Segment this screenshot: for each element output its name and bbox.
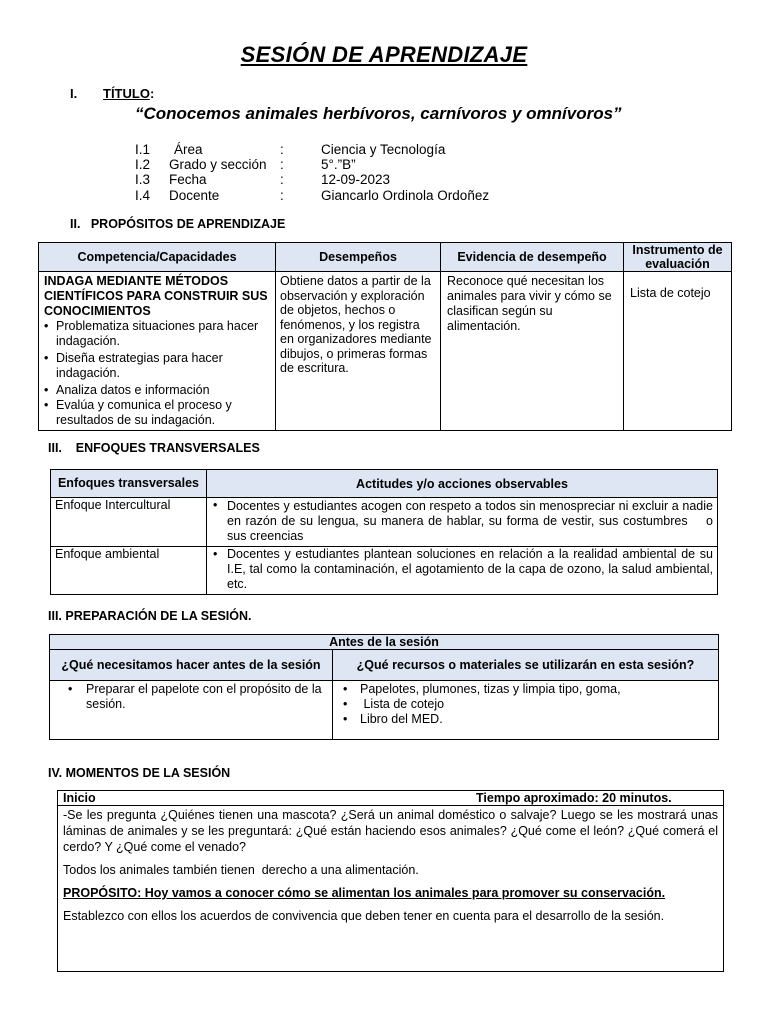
accion-text: • Docentes y estudiantes plantean soluciones en relación a la realidad ambiental de su I.E, tal como la contaminación, el agotamiento de la capa de ozono, la salud ambiental, etc.	[207, 547, 717, 594]
info-label-3: Fecha	[169, 172, 207, 187]
info-num-2: I.2	[135, 157, 151, 172]
recurso-item: • Lista de cotejo	[343, 697, 714, 712]
header-enfoques: Enfoques transversales	[51, 470, 207, 498]
header-instrumento: Instrumento de evaluación	[624, 243, 732, 272]
evidencia-text: Reconoce qué necesitan los animales para vivir y cómo se clasifican según su alimentación.	[447, 274, 612, 333]
info-sep-3: :	[280, 172, 284, 187]
info-num-1: I.1	[135, 142, 151, 157]
section-1-number: I.	[70, 86, 78, 101]
recursos-cell	[333, 681, 719, 740]
competencia-cell	[39, 272, 276, 431]
enfoque-name: Enfoque Intercultural	[55, 498, 171, 512]
inicio-header	[58, 791, 723, 806]
accion-cell	[207, 498, 718, 547]
competencia-title: INDAGA MEDIANTE MÉTODOS CIENTÍFICOS PARA CONSTRUIR SUS CONOCIMIENTOS	[44, 274, 268, 318]
desempeno-text: Obtiene datos a partir de la observación y exploración de objetos, hechos o fenómenos, y los registra en organizadores mediante dibujos, o primeras formas de escritura.	[280, 274, 432, 375]
info-value-3: 12-09-2023	[321, 172, 391, 187]
header-que-hacer: ¿Qué necesitamos hacer antes de la sesión	[50, 650, 333, 681]
enfoque-name: Enfoque ambiental	[55, 547, 160, 561]
inicio-paragraph-2: Todos los animales también tienen derecho a una alimentación.	[63, 863, 419, 877]
header-evidencia: Evidencia de desempeño	[441, 243, 624, 272]
tiempo-label: Tiempo aproximado: 20 minutos.	[476, 791, 672, 805]
enfoques-table	[50, 469, 718, 595]
info-sep-1: :	[280, 142, 284, 157]
capacidad-item: • Diseña estrategias para hacer indagación.	[44, 351, 271, 381]
info-sep-4: :	[280, 188, 284, 203]
section-2-heading: II. PROPÓSITOS DE APRENDIZAJE	[70, 217, 286, 231]
page-title: SESIÓN DE APRENDIZAJE	[240, 42, 528, 67]
header-actitudes: Actitudes y/o acciones observables	[207, 470, 718, 498]
section-4-heading: III. PREPARACIÓN DE LA SESIÓN.	[48, 609, 252, 623]
info-value-1: Ciencia y Tecnología	[321, 142, 446, 157]
header-desempenos: Desempeños	[276, 243, 441, 272]
instrumento-text: Lista de cotejo	[630, 286, 711, 300]
info-num-4: I.4	[135, 188, 151, 203]
instrumento-cell	[624, 272, 732, 431]
info-label-1: Área	[174, 142, 203, 157]
info-sep-2: :	[280, 157, 284, 172]
propositos-table	[38, 242, 732, 431]
enfoque-cell	[51, 498, 207, 547]
header-antes: Antes de la sesión	[50, 635, 719, 650]
info-label-2: Grado y sección	[169, 157, 267, 172]
section-1-heading	[103, 86, 154, 101]
info-num-3: I.3	[135, 172, 151, 187]
antes-cell	[50, 681, 333, 740]
inicio-label: Inicio	[63, 791, 96, 805]
inicio-paragraph-1: -Se les pregunta ¿Quiénes tienen una mascota? ¿Será un animal doméstico o salvaje? Luego se les mostrará unas láminas de animales y se les preguntará: ¿Qué están haciendo esos animales? ¿Qué come el león? ¿Qué comerá el cerdo? Y ¿Qué come el venado?	[63, 808, 718, 854]
antes-item: • Preparar el papelote con el propósito de la sesión.	[68, 682, 328, 712]
capacidad-item: • Evalúa y comunica el proceso y resultados de su indagación.	[44, 398, 271, 428]
session-subtitle: “Conocemos animales herbívoros, carnívoros y omnívoros”	[135, 104, 622, 123]
header-recursos: ¿Qué recursos o materiales se utilizarán en esta sesión?	[333, 650, 719, 681]
info-value-4: Giancarlo Ordinola Ordoñez	[321, 188, 490, 203]
capacidad-item: • Analiza datos e información	[44, 383, 271, 398]
preparacion-table	[49, 634, 719, 740]
evidencia-cell	[441, 272, 624, 431]
recurso-item: • Papelotes, plumones, tizas y limpia tipo, goma,	[343, 682, 714, 697]
info-value-2: 5°.”B”	[321, 157, 356, 172]
section-1-label: TÍTULO	[103, 86, 150, 101]
accion-text: • Docentes y estudiantes acogen con respeto a todos sin menospreciar ni excluir a nadie en razón de su lengua, su manera de hablar, su forma de vestir, sus costumbres o sus creencias	[207, 498, 717, 546]
header-competencia: Competencia/Capacidades	[39, 243, 276, 272]
proposito-text: PROPÓSITO: Hoy vamos a conocer cómo se alimentan los animales para promover su conservación.	[63, 886, 666, 900]
section-5-heading: IV. MOMENTOS DE LA SESIÓN	[48, 766, 231, 780]
accion-cell	[207, 547, 718, 595]
section-1-colon: :	[149, 86, 155, 101]
capacidad-item: • Problematiza situaciones para hacer indagación.	[44, 319, 271, 349]
enfoque-cell	[51, 547, 207, 595]
desempeno-cell	[276, 272, 441, 431]
info-label-4: Docente	[169, 188, 220, 203]
inicio-paragraph-3: Establezco con ellos los acuerdos de convivencia que deben tener en cuenta para el desarrollo de la sesión.	[63, 909, 665, 923]
recurso-item: • Libro del MED.	[343, 712, 714, 727]
section-3-heading: III. ENFOQUES TRANSVERSALES	[48, 441, 260, 455]
momentos-box	[57, 790, 724, 972]
